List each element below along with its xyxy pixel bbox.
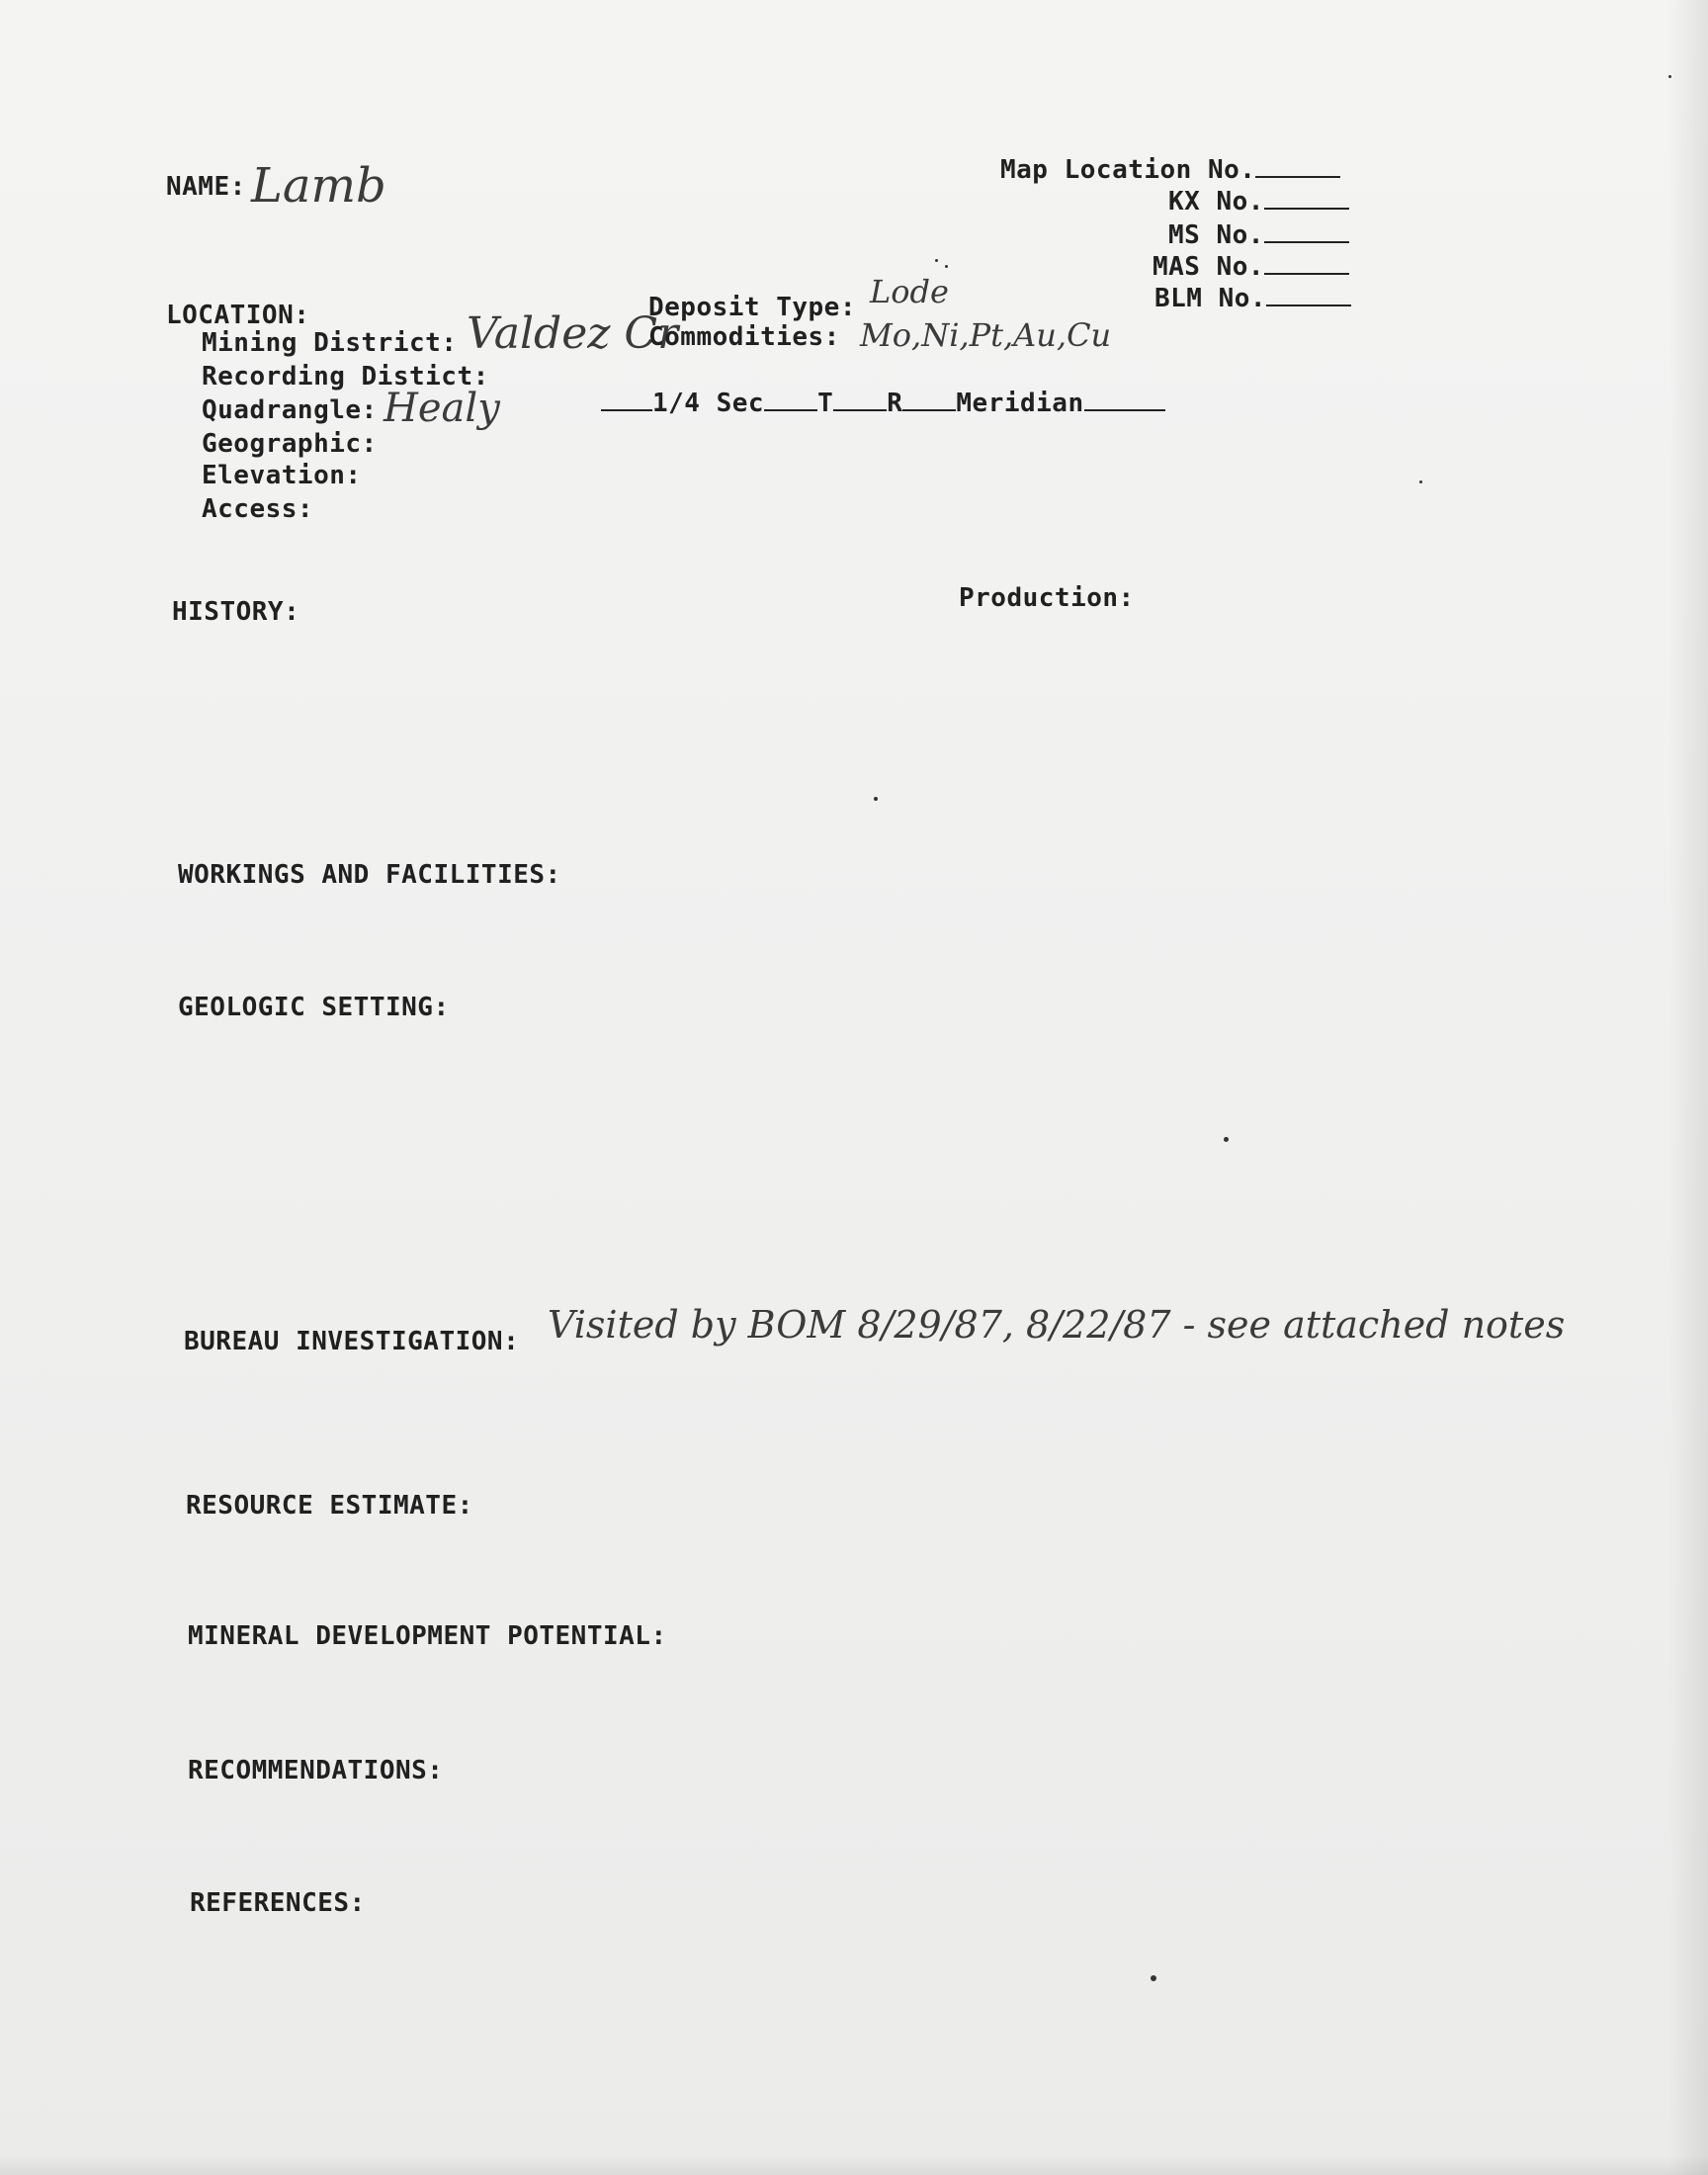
map-location-row bbox=[1000, 154, 1340, 185]
deposit-type-value: Lode bbox=[870, 273, 949, 310]
bureau-value: Visited by BOM 8/29/87, 8/22/87 - see attached notes bbox=[548, 1303, 1566, 1347]
deposit-type-label: Deposit Type: bbox=[648, 293, 856, 322]
kx-blank bbox=[1264, 186, 1349, 210]
history-label: HISTORY: bbox=[172, 597, 300, 627]
meridian-label: Meridian bbox=[956, 389, 1084, 418]
scan-speck bbox=[1151, 1975, 1156, 1981]
scan-speck bbox=[1419, 480, 1422, 483]
commodities-value: Mo,Ni,Pt,Au,Cu bbox=[860, 316, 1112, 354]
mas-blank bbox=[1264, 251, 1349, 275]
r-blank bbox=[902, 388, 956, 411]
map-location-blank bbox=[1255, 154, 1340, 178]
meridian-blank bbox=[1084, 388, 1165, 411]
t-label: T bbox=[817, 389, 834, 418]
name-value: Lamb bbox=[251, 158, 386, 214]
mineral-label: MINERAL DEVELOPMENT POTENTIAL: bbox=[188, 1621, 667, 1651]
r-label: R bbox=[887, 389, 903, 418]
kx-row bbox=[1168, 186, 1349, 217]
ms-blank bbox=[1264, 219, 1349, 243]
production-label: Production: bbox=[959, 583, 1135, 613]
geologic-label: GEOLOGIC SETTING: bbox=[178, 993, 450, 1022]
quarter-label: 1/4 Sec bbox=[652, 389, 765, 418]
mas-row bbox=[1153, 251, 1349, 282]
blm-blank bbox=[1266, 283, 1351, 306]
location-header: LOCATION: bbox=[166, 301, 310, 330]
recording-district-label: Recording Distict: bbox=[202, 362, 489, 392]
recommendations-label: RECOMMENDATIONS: bbox=[188, 1756, 444, 1785]
scan-edge-shadow bbox=[1668, 0, 1708, 2175]
scan-speck bbox=[945, 265, 948, 268]
quarter-blank bbox=[601, 388, 652, 411]
blm-row bbox=[1154, 283, 1351, 313]
elevation-label: Elevation: bbox=[202, 461, 362, 490]
scan-speck bbox=[1224, 1137, 1229, 1142]
kx-label: KX No. bbox=[1168, 187, 1264, 217]
resource-label: RESOURCE ESTIMATE: bbox=[186, 1491, 473, 1521]
quadrangle-value: Healy bbox=[384, 386, 500, 431]
map-location-label: Map Location No. bbox=[1000, 155, 1256, 185]
commodities-label: Commodities: bbox=[648, 322, 840, 352]
scan-bottom-shadow bbox=[0, 2155, 1708, 2175]
geographic-label: Geographic: bbox=[202, 429, 378, 459]
ms-row bbox=[1168, 219, 1349, 250]
quadrangle-label: Quadrangle: bbox=[202, 395, 378, 425]
mining-district-value: Valdez Cr bbox=[467, 308, 679, 359]
mining-district-label: Mining District: bbox=[202, 328, 458, 358]
workings-label: WORKINGS AND FACILITIES: bbox=[178, 860, 561, 890]
sec-blank bbox=[764, 388, 817, 411]
scan-speck bbox=[935, 259, 938, 262]
scan-speck bbox=[874, 797, 878, 801]
mas-label: MAS No. bbox=[1153, 252, 1265, 282]
plss-row bbox=[601, 388, 1165, 418]
bureau-label: BUREAU INVESTIGATION: bbox=[184, 1327, 520, 1356]
access-label: Access: bbox=[202, 494, 314, 524]
name-label: NAME: bbox=[166, 172, 246, 202]
ms-label: MS No. bbox=[1168, 220, 1264, 250]
blm-label: BLM No. bbox=[1154, 284, 1267, 313]
references-label: REFERENCES: bbox=[190, 1888, 366, 1918]
t-blank bbox=[833, 388, 887, 411]
